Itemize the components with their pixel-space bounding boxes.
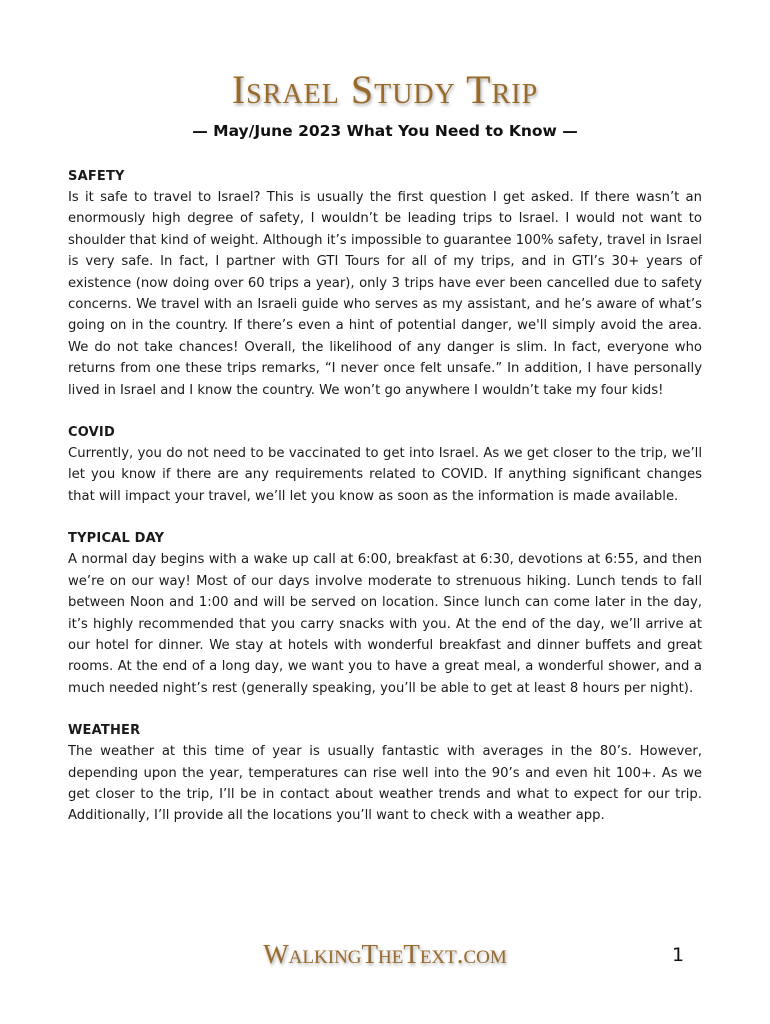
section-heading: COVID: [68, 425, 115, 441]
section-heading: WEATHER: [68, 723, 141, 739]
document-body: [68, 166, 702, 848]
section-paragraph: The weather at this time of year is usually fantastic with averages in the 80’s. However, depending upon the year, temperatures can rise well into the 90’s and even hit 100+. As we get closer to the trip, I’ll be in contact about weather trends and what to expect for our trip. Additionally, I’ll provide all the locations you’ll want to check with a weather app.: [68, 744, 702, 824]
section-safety: [68, 166, 702, 401]
section-paragraph: Currently, you do not need to be vaccinated to get into Israel. As we get closer to the trip, we’ll let you know if there are any requirements related to COVID. If anything significant changes that will impact your travel, we’ll let you know as soon as the information is made available.: [68, 446, 702, 504]
section-heading: SAFETY: [68, 169, 125, 184]
section-covid: [68, 422, 702, 507]
section-paragraph: A normal day begins with a wake up call at 6:00, breakfast at 6:30, devotions at 6:55, and then we’re on our way! Most of our days involve moderate to strenuous hiking. Lunch tends to fall between Noon and 1:00 and will be served on location. Since lunch can come later in the day, it’s highly recommended that you carry snacks with you. At the end of the day, we’ll arrive at our hotel for dinner. We stay at hotels with wonderful breakfast and dinner buffets and great rooms. At the end of a long day, we want you to have a great meal, a wonderful shower, and a much needed night’s rest (generally speaking, you’ll be able to get at least 8 hours per night).: [68, 552, 702, 696]
section-heading: TYPICAL DAY: [68, 531, 165, 547]
page-number: 1: [672, 944, 685, 966]
section-weather: [68, 720, 702, 827]
document-subtitle: — May/June 2023 What You Need to Know —: [192, 122, 578, 140]
section-typical-day: [68, 528, 702, 699]
section-paragraph: Is it safe to travel to Israel? This is usually the first question I get asked. If there wasn’t an enormously high degree of safety, I wouldn’t be leading trips to Israel. I would not want to shoulder that kind of weight. Although it’s impossible to guarantee 100% safety, travel in Israel is very safe. In fact, I partner with GTI Tours for all of my trips, and in GTI’s 30+ years of existence (now doing over 60 trips a year), only 3 trips have ever been cancelled due to safety concerns. We travel with an Israeli guide who serves as my assistant, and he’s aware of what’s going on in the country. If there’s even a hint of potential danger, we'll simply avoid the area. We do not take chances! Overall, the likelihood of any danger is slim. In fact, everyone who returns from one these trips remarks, “I never once felt unsafe.” In addition, I have personally lived in Israel and I know the country. We won’t go anywhere I wouldn’t take my four kids!: [68, 190, 702, 398]
footer-brand-logo: WalkingTheText.com: [263, 939, 507, 969]
document-title: Israel Study Trip: [231, 67, 539, 112]
